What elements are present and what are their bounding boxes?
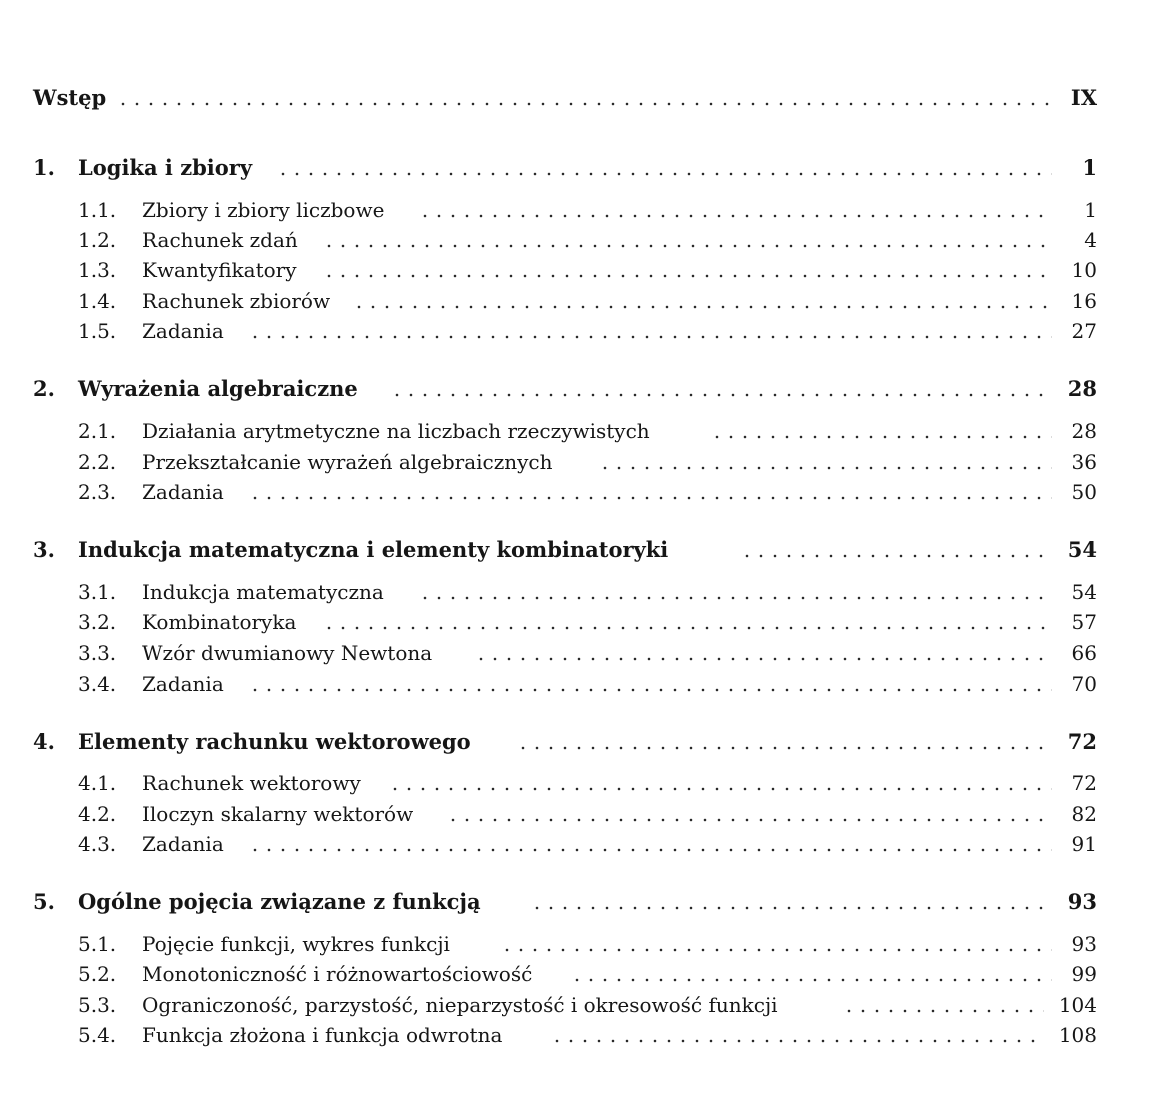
section-page: 108 [1058,1023,1097,1047]
dot-leader [384,768,1052,798]
section-number: 2.1. [78,419,117,443]
chapter-page: 1 [1082,155,1097,180]
section-title: Monotoniczność i różnowartościowość [142,962,533,986]
section-page: 28 [1071,419,1097,443]
toc-chapter[interactable] [0,153,1164,183]
dot-leader [442,799,1052,829]
section-page: 27 [1071,319,1097,343]
dot-leader [318,255,1052,285]
toc-section[interactable] [0,577,1164,607]
section-page: 70 [1071,672,1097,696]
chapter-title: Logika i zbiory [78,155,253,180]
section-page: 10 [1071,258,1097,282]
section-page: 66 [1071,641,1097,665]
dot-leader [112,83,1052,113]
toc-section[interactable] [0,607,1164,637]
section-number: 1.4. [78,289,117,313]
section-title: Ograniczoność, parzystość, nieparzystość i okresowość funkcji [142,993,778,1017]
section-number: 3.3. [78,641,117,665]
dot-leader [526,887,1052,917]
section-number: 5.2. [78,962,117,986]
chapter-page: 54 [1067,537,1097,562]
section-page: 50 [1071,480,1097,504]
dot-leader [838,990,1044,1020]
dot-leader [736,535,1052,565]
toc-chapter[interactable] [0,727,1164,757]
dot-leader [470,638,1052,668]
dot-leader [244,669,1052,699]
dot-leader [244,477,1052,507]
dot-leader [496,929,1052,959]
toc-section[interactable] [0,959,1164,989]
section-title: Zadania [142,832,224,856]
section-number: 5.4. [78,1023,117,1047]
toc-section[interactable] [0,416,1164,446]
section-number: 3.1. [78,580,117,604]
section-number: 4.3. [78,832,117,856]
entry-title: Wstęp [33,85,107,110]
dot-leader [414,577,1052,607]
section-title: Działania arytmetyczne na liczbach rzeczywistych [142,419,650,443]
section-title: Indukcja matematyczna [142,580,384,604]
dot-leader [318,225,1052,255]
dot-leader [414,195,1052,225]
dot-leader [706,416,1052,446]
dot-leader [244,829,1052,859]
section-number: 1.5. [78,319,117,343]
chapter-title: Elementy rachunku wektorowego [78,729,471,754]
section-title: Iloczyn skalarny wektorów [142,802,414,826]
toc-section[interactable] [0,669,1164,699]
section-title: Przekształcanie wyrażeń algebraicznych [142,450,553,474]
toc-section[interactable] [0,225,1164,255]
section-number: 5.3. [78,993,117,1017]
toc-chapter[interactable] [0,535,1164,565]
section-number: 1.1. [78,198,117,222]
toc-section[interactable] [0,799,1164,829]
dot-leader [244,316,1052,346]
section-page: 72 [1071,771,1097,795]
section-page: 99 [1071,962,1097,986]
section-page: 91 [1071,832,1097,856]
section-page: 93 [1071,932,1097,956]
dot-leader [348,286,1052,316]
dot-leader [386,374,1052,404]
toc-section[interactable] [0,829,1164,859]
dot-leader [318,607,1052,637]
section-title: Rachunek zbiorów [142,289,331,313]
dot-leader [594,447,1052,477]
section-page: 104 [1058,993,1097,1017]
section-number: 5.1. [78,932,117,956]
section-page: 57 [1071,610,1097,634]
toc-section[interactable] [0,990,1164,1020]
dot-leader [512,727,1052,757]
section-page: 16 [1071,289,1097,313]
toc-section[interactable] [0,1020,1164,1050]
section-title: Zadania [142,480,224,504]
chapter-number: 3. [33,537,55,562]
toc-section[interactable] [0,477,1164,507]
section-title: Zbiory i zbiory liczbowe [142,198,385,222]
section-number: 4.2. [78,802,117,826]
chapter-number: 5. [33,889,55,914]
section-title: Wzór dwumianowy Newtona [142,641,433,665]
chapter-page: 93 [1067,889,1097,914]
toc-section[interactable] [0,447,1164,477]
section-page: 4 [1084,228,1097,252]
section-title: Zadania [142,319,224,343]
section-title: Kwantyfikatory [142,258,297,282]
section-page: 82 [1071,802,1097,826]
chapter-title: Wyrażenia algebraiczne [78,376,358,401]
dot-leader [546,1020,1044,1050]
section-title: Rachunek zdań [142,228,298,252]
chapter-title: Ogólne pojęcia związane z funkcją [78,889,481,914]
toc-section[interactable] [0,638,1164,668]
dot-leader [272,153,1052,183]
section-number: 2.3. [78,480,117,504]
section-number: 1.3. [78,258,117,282]
dot-leader [566,959,1052,989]
section-title: Funkcja złożona i funkcja odwrotna [142,1023,503,1047]
chapter-number: 1. [33,155,55,180]
section-number: 2.2. [78,450,117,474]
section-title: Rachunek wektorowy [142,771,361,795]
chapter-page: 28 [1067,376,1097,401]
section-number: 3.2. [78,610,117,634]
section-page: 54 [1071,580,1097,604]
toc-section[interactable] [0,255,1164,285]
section-title: Zadania [142,672,224,696]
section-number: 1.2. [78,228,117,252]
section-page: 36 [1071,450,1097,474]
toc-section[interactable] [0,768,1164,798]
section-title: Pojęcie funkcji, wykres funkcji [142,932,450,956]
chapter-title: Indukcja matematyczna i elementy kombinatoryki [78,537,669,562]
toc-entry-intro[interactable] [0,83,1164,113]
entry-page: IX [1070,85,1097,110]
section-number: 3.4. [78,672,117,696]
section-title: Kombinatoryka [142,610,297,634]
section-page: 1 [1084,198,1097,222]
chapter-page: 72 [1067,729,1097,754]
toc-section[interactable] [0,286,1164,316]
toc-section[interactable] [0,195,1164,225]
section-number: 4.1. [78,771,117,795]
chapter-number: 2. [33,376,55,401]
chapter-number: 4. [33,729,55,754]
toc-section[interactable] [0,316,1164,346]
toc-chapter[interactable] [0,374,1164,404]
toc-chapter[interactable] [0,887,1164,917]
toc-section[interactable] [0,929,1164,959]
